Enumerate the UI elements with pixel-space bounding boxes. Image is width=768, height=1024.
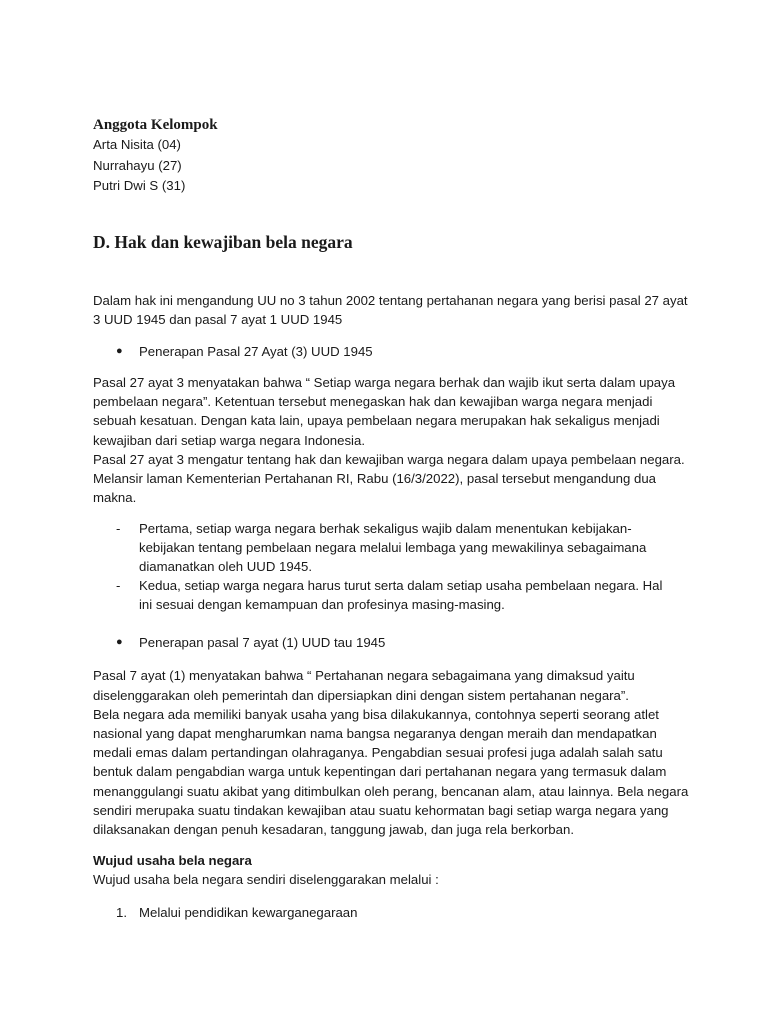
pasal27-section xyxy=(93,373,693,507)
bullet-text: Penerapan pasal 7 ayat (1) UUD tau 1945 xyxy=(139,635,386,651)
bullet-item xyxy=(93,342,693,361)
dash-item xyxy=(93,576,693,614)
group-title: Anggota Kelompok xyxy=(93,117,218,133)
paragraph: Wujud usaha bela negara sendiri diselenggarakan melalui : xyxy=(93,872,439,888)
document-content xyxy=(93,115,693,922)
numbered-text: Melalui pendidikan kewarganegaraan xyxy=(139,905,358,921)
paragraph: Pasal 7 ayat (1) menyatakan bahwa “ Pertahanan negara sebagaimana yang dimaksud yaitu diselenggarakan oleh pemerintah dan dipersiapkan dini dengan sistem pertahanan negara”. xyxy=(93,668,635,703)
dash-item xyxy=(93,519,693,576)
number-marker: 1. xyxy=(116,905,127,921)
bullet-marker: ● xyxy=(116,636,123,649)
dash-marker: - xyxy=(116,521,121,537)
intro-paragraph: Dalam hak ini mengandung UU no 3 tahun 2002 tentang pertahanan negara yang berisi pasal 27 ayat 3 UUD 1945 dan pasal 7 ayat 1 UUD 1945 xyxy=(93,292,688,327)
group-member: Putri Dwi S (31) xyxy=(93,178,186,193)
section-heading: D. Hak dan kewajiban bela negara xyxy=(93,231,353,252)
pasal7-section xyxy=(93,666,693,839)
dash-text: Pertama, setiap warga negara berhak sekaligus wajib dalam menentukan kebijakan-kebijakan tentang pembelaan negara melalui lembaga yang mewakilinya sebagaimana diamanatkan oleh UUD 1945. xyxy=(139,521,647,575)
paragraph: Pasal 27 ayat 3 mengatur tentang hak dan kewajiban warga negara dalam upaya pembelaan negara. Melansir laman Kementerian Pertahanan RI, Rabu (16/3/2022), pasal tersebut mengandung dua makna. xyxy=(93,451,685,506)
dash-list xyxy=(93,519,693,614)
group-member: Arta Nisita (04) xyxy=(93,137,181,152)
paragraph: Pasal 27 ayat 3 menyatakan bahwa “ Setiap warga negara berhak dan wajib ikut serta dalam upaya pembelaan negara”. Ketentuan tersebut menegaskan hak dan kewajiban warga negara menjadi sebuah kesatuan. Dengan kata lain, upaya pembelaan negara merupakan hak sekaligus menjadi kewajiban dari setiap warga negara Indonesia. xyxy=(93,374,676,448)
bullet-marker: ● xyxy=(116,344,123,357)
paragraph: Bela negara ada memiliki banyak usaha yang bisa dilakukannya, contohnya seperti seorang atlet nasional yang dapat mengharumkan nama bangsa negaranya dengan meraih dan mendapatkan medali emas dalam pertandingan olahraganya. Pengabdian sesuai profesi juga adalah salah satu bentuk dalam pengabdian warga untuk kepentingan dari pertahanan negara yang termasuk dalam menanggulangi suatu akibat yang ditimbulkan oleh perang, bencanan alam, atau lainnya. Bela negara sendiri merupaka suatu tindakan kewajiban atau suatu kehormatan bagi setiap warga negara yang dilaksanakan dengan penuh kesadaran, tanggung jawab, dan juga rela berkorban. xyxy=(93,706,689,837)
numbered-item xyxy=(93,903,693,922)
dash-marker: - xyxy=(116,578,121,594)
bullet-item xyxy=(93,633,693,652)
group-member: Nurrahayu (27) xyxy=(93,157,182,173)
dash-text: Kedua, setiap warga negara harus turut serta dalam setiap usaha pembelaan negara. Hal ini sesuai dengan kemampuan dan profesinya masing-masing. xyxy=(139,578,663,613)
bullet-text: Penerapan Pasal 27 Ayat (3) UUD 1945 xyxy=(139,343,373,359)
subheading: Wujud usaha bela negara xyxy=(93,853,252,869)
